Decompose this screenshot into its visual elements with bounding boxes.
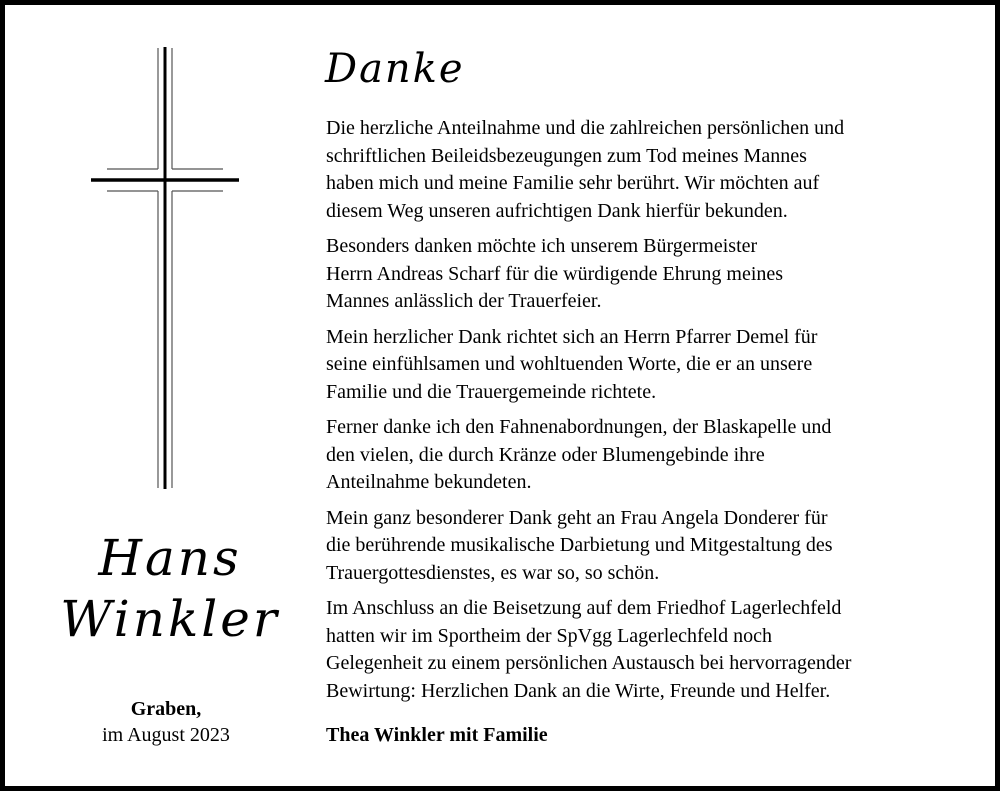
place-name: Graben, [130,698,202,720]
deceased-last-name: Winkler [60,590,280,648]
paragraph-delegations: Ferner danke ich den Fahnenabordnungen, der Blaskapelle und den vielen, die durch Kränze oder Blumengebinde ihre Anteilnahme bekundeten. [326,416,832,493]
paragraph-reception: Im Anschluss an die Beisetzung auf dem Friedhof Lagerlechfeld hatten wir im Sportheim der SpVgg Lagerlechfeld noch Gelegenheit zu einem persönlichen Austausch bei hervorragender Bewirtung: Herzlichen Dank an die Wirte, Freunde und Helfer. [326,597,852,702]
deceased-first-name: Hans [98,529,242,587]
paragraph-music: Mein ganz besonderer Dank geht an Frau Angela Donderer für die berührende musikalische Darbietung und Mitgestaltung des Trauergottesdienstes, es war so, so schön. [326,506,833,584]
paragraph-pastor: Mein herzlicher Dank richtet sich an Herrn Pfarrer Demel für seine einfühlsamen und wohltuenden Worte, die er an unsere Familie und die Trauergemeinde richtete. [326,325,818,403]
cross-icon [85,43,245,493]
paragraph-sympathy: Die herzliche Anteilnahme und die zahlreichen persönlichen und schriftlichen Beileidsbezeugungen zum Tod meines Mannes haben mich und meine Familie sehr berührt. Wir möchten auf diesem Weg unseren aufrichtigen Dank hierfür bekunden. [326,117,845,222]
notice-body [326,115,966,713]
signature: Thea Winkler mit Familie [326,724,548,746]
date-line: im August 2023 [102,724,230,746]
paragraph-mayor: Besonders danken möchte ich unserem Bürgermeister Herrn Andreas Scharf für die würdigende Ehrung meines Mannes anlässlich der Trauerfeier. [326,235,784,312]
notice-heading: Danke [325,46,465,92]
